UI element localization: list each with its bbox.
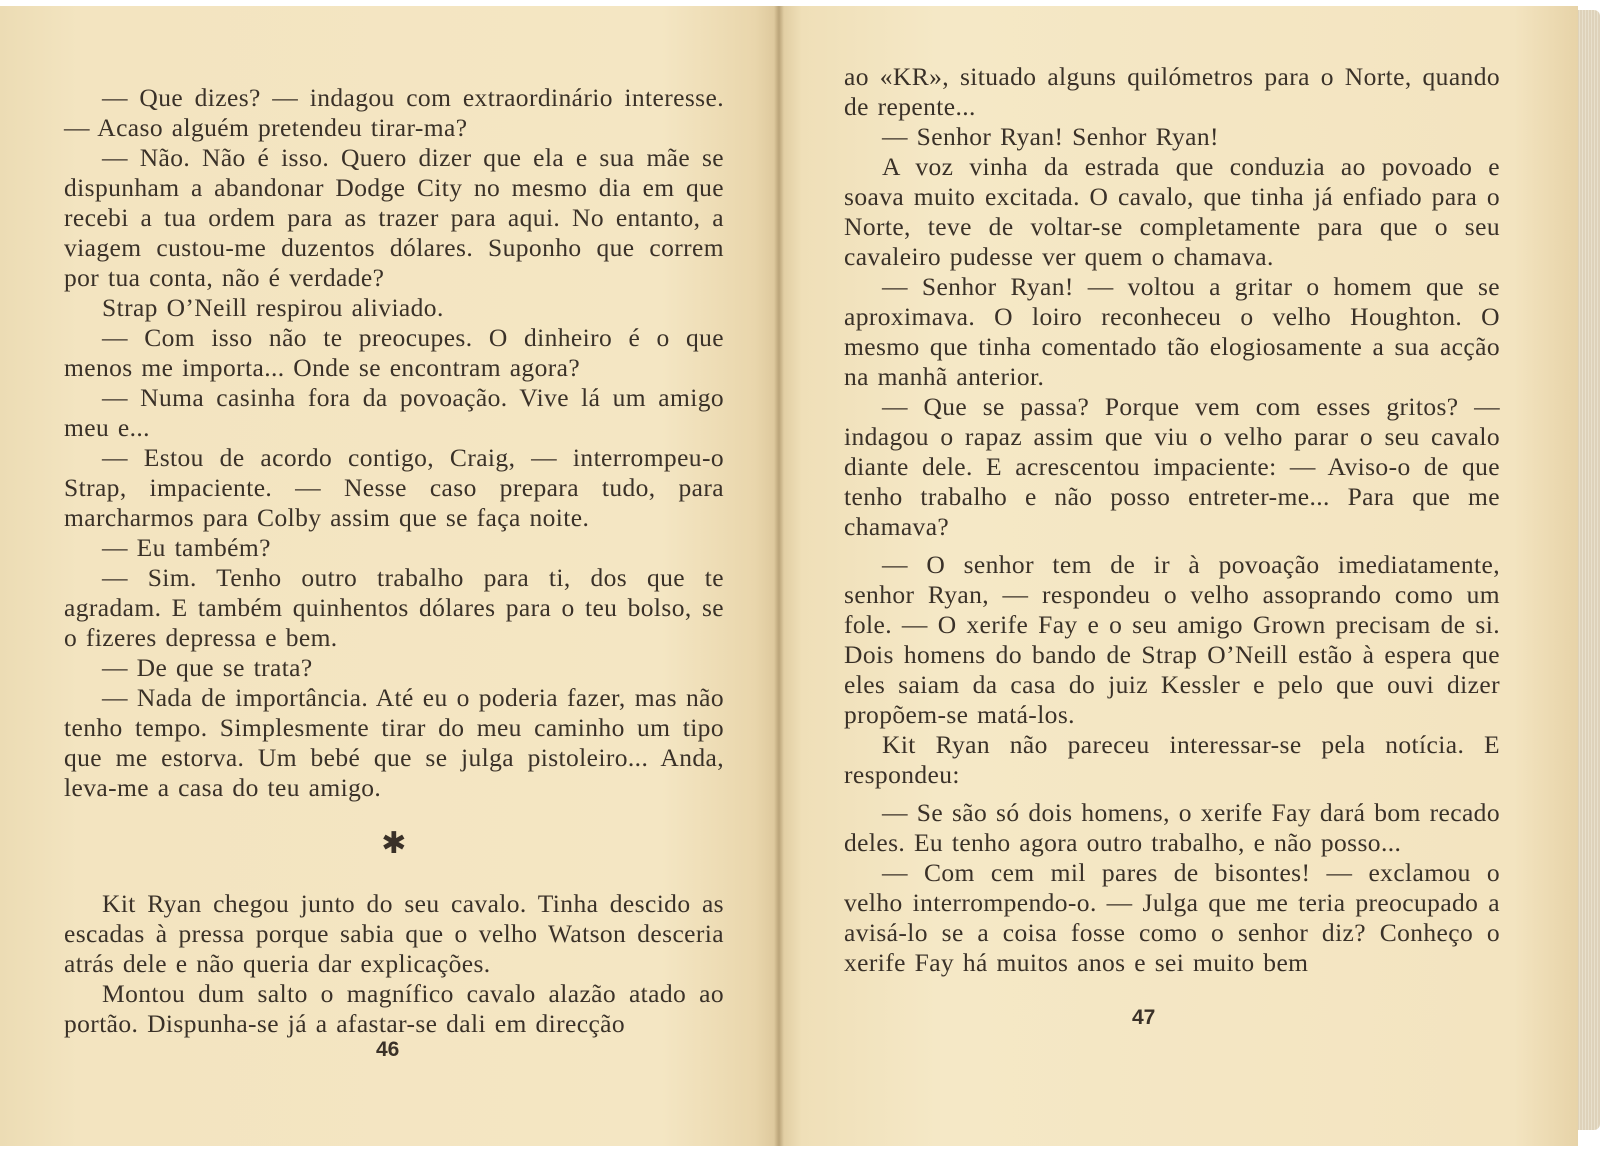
paragraph: — Senhor Ryan! Senhor Ryan! xyxy=(882,122,1219,151)
paragraph: — Senhor Ryan! — voltou a gritar o homem que se aproximava. O loiro reconheceu o velho Houghton. O mesmo que tinha comentado tão elogiosamente a sua acção na manhã anterior. xyxy=(844,272,1500,391)
paragraph: — Eu também? xyxy=(102,533,271,562)
paragraph: — Que dizes? — indagou com extraordinário interesse. — Acaso alguém pretendeu tirar-ma? xyxy=(64,83,724,142)
page-edges xyxy=(1578,10,1600,1130)
page-number-right: 47 xyxy=(1132,1006,1156,1029)
left-page xyxy=(0,6,778,1146)
page-number-left: 46 xyxy=(376,1038,400,1061)
book-gutter xyxy=(774,6,784,1146)
paragraph: Strap O’Neill respirou aliviado. xyxy=(102,293,444,322)
paragraph: — De que se trata? xyxy=(102,653,313,682)
paragraph: Montou dum salto o magnífico cavalo alazão atado ao portão. Dispunha-se já a afastar-se dali em direcção xyxy=(64,979,724,1038)
right-page-text xyxy=(844,62,1500,978)
paragraph: — Numa casinha fora da povoação. Vive lá um amigo meu e... xyxy=(64,383,724,442)
paragraph: — Se são só dois homens, o xerife Fay dará bom recado deles. Eu tenho agora outro trabalho, e não posso... xyxy=(844,798,1500,857)
paragraph: — Sim. Tenho outro trabalho para ti, dos que te agradam. E também quinhentos dólares para o teu bolso, se o fizeres depressa e bem. xyxy=(64,563,724,652)
paragraph: — Com cem mil pares de bisontes! — exclamou o velho interrompendo-o. — Julga que me teria preocupado a avisá-lo se a coisa fosse como o senhor diz? Conheço o xerife Fay há muitos anos e sei muito bem xyxy=(844,858,1500,977)
left-page-text xyxy=(64,83,724,1039)
paragraph: Kit Ryan chegou junto do seu cavalo. Tinha descido as escadas à pressa porque sabia que o velho Watson desceria atrás dele e não queria dar explicações. xyxy=(64,889,724,978)
paragraph: — Estou de acordo contigo, Craig, — interrompeu-o Strap, impaciente. — Nesse caso prepara tudo, para marcharmos para Colby assim que se faça noite. xyxy=(64,443,724,532)
paragraph: — Com isso não te preocupes. O dinheiro é o que menos me importa... Onde se encontram agora? xyxy=(64,323,724,382)
paragraph: Kit Ryan não pareceu interessar-se pela notícia. E respondeu: xyxy=(844,730,1500,789)
right-page xyxy=(778,6,1578,1146)
paragraph: A voz vinha da estrada que conduzia ao povoado e soava muito excitada. O cavalo, que tinha já enfiado para o Norte, teve de voltar-se completamente para que o seu cavaleiro pudesse ver quem o chamava. xyxy=(844,152,1500,271)
paragraph: — Que se passa? Porque vem com esses gritos? — indagou o rapaz assim que viu o velho parar o seu cavalo diante dele. E acrescentou impaciente: — Aviso-o de que tenho trabalho e não posso entreter-me... Para que me chamava? xyxy=(844,392,1500,541)
paragraph: — Nada de importância. Até eu o poderia fazer, mas não tenho tempo. Simplesmente tirar do meu caminho um tipo que me estorva. Um bebé que se julga pistoleiro... Anda, leva-me a casa do teu amigo. xyxy=(64,683,724,802)
paragraph: — O senhor tem de ir à povoação imediatamente, senhor Ryan, — respondeu o velho assoprando como um fole. — O xerife Fay e o seu amigo Grown precisam de si. Dois homens do bando de Strap O’Neill estão à espera que eles saiam da casa do juiz Kessler e pelo que ouvi dizer propõem-se matá-los. xyxy=(844,550,1500,729)
section-separator-asterisk: ✱ xyxy=(381,827,407,860)
paragraph: — Não. Não é isso. Quero dizer que ela e sua mãe se dispunham a abandonar Dodge City no mesmo dia em que recebi a tua ordem para as trazer para aqui. No entanto, a viagem custou-me duzentos dólares. Suponho que correm por tua conta, não é verdade? xyxy=(64,143,724,292)
paragraph: ao «KR», situado alguns quilómetros para o Norte, quando de repente... xyxy=(844,62,1500,121)
